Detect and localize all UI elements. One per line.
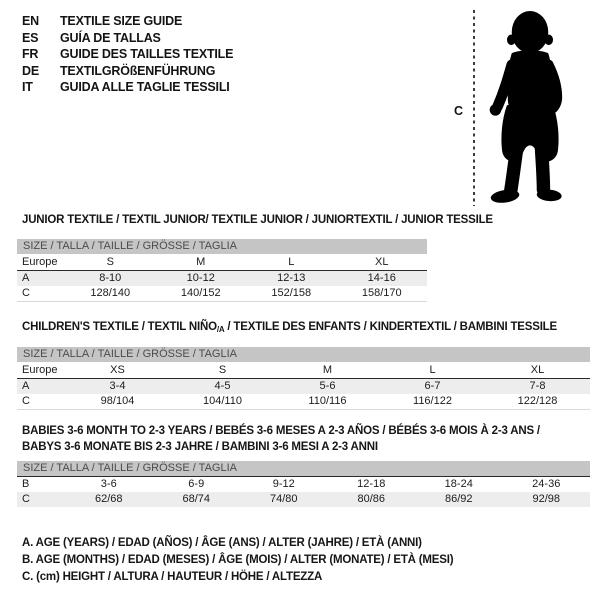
babies-size-table (17, 461, 590, 507)
value-cell: 5-6 (319, 380, 336, 392)
language-row-de (22, 63, 233, 80)
size-cell: L (429, 364, 436, 376)
value-cell: 12-18 (357, 478, 386, 490)
measure-legend (22, 535, 453, 587)
value-cell: 12-13 (277, 272, 306, 284)
size-cell: XL (375, 256, 389, 268)
size-cell: XL (530, 364, 545, 376)
value-cell: 24-36 (532, 478, 561, 490)
value-cell: 140/152 (180, 287, 221, 299)
language-row-it (22, 79, 233, 96)
row-label: Europe (22, 364, 58, 376)
value-cell: 86/92 (444, 493, 473, 505)
value-cell: 104/110 (203, 395, 242, 407)
value-cell: 68/74 (182, 493, 211, 505)
value-cell: 152/158 (271, 287, 312, 299)
table-row-c (17, 286, 427, 301)
size-bar: SIZE / TALLA / TAILLE / GRÖSSE / TAGLIA (17, 239, 427, 254)
babies-title-line2: BABYS 3-6 MONATE BIS 2-3 JAHRE / BAMBINI 3-6 MESI A 2-3 ANNI (22, 441, 378, 453)
language-label: GUÍA DE TALLAS (60, 30, 161, 45)
value-cell: 7-8 (529, 380, 546, 392)
size-bar: SIZE / TALLA / TAILLE / GRÖSSE / TAGLIA (17, 461, 590, 477)
row-label: C (22, 287, 30, 299)
table-bottom-rule (17, 301, 427, 302)
table-row-a (17, 271, 427, 286)
value-cell: 4-5 (214, 380, 231, 392)
value-cell: 3-6 (100, 478, 117, 490)
value-cell: 6-7 (424, 380, 441, 392)
language-code: FR (22, 47, 39, 61)
language-row-en (22, 13, 233, 30)
value-cell: 3-4 (109, 380, 126, 392)
language-code: DE (22, 63, 39, 78)
children-title-pre: CHILDREN'S TEXTILE / TEXTIL NIÑO (22, 321, 217, 333)
value-cell: 6-9 (188, 478, 205, 490)
table-row-a (17, 379, 590, 394)
value-cell: 62/68 (94, 493, 123, 505)
row-label: A (22, 272, 30, 284)
value-cell: 9-12 (272, 478, 295, 490)
row-label: Europe (22, 256, 58, 268)
value-cell: 116/122 (413, 395, 452, 407)
row-label: A (22, 380, 30, 392)
value-cell: 80/86 (357, 493, 386, 505)
children-section-title (22, 319, 557, 338)
height-measure-label: C (454, 104, 464, 118)
standing-baby-silhouette-icon (482, 5, 578, 209)
language-row-fr (22, 46, 233, 63)
value-cell: 128/140 (90, 287, 131, 299)
language-title-list (22, 13, 233, 96)
table-row-europe (17, 362, 590, 379)
value-cell: 92/98 (532, 493, 561, 505)
row-label: B (22, 478, 30, 490)
language-label: TEXTILE SIZE GUIDE (60, 14, 183, 28)
language-label: GUIDE DES TAILLES TEXTILE (60, 47, 234, 61)
row-label: C (22, 395, 30, 407)
size-cell: S (106, 256, 114, 268)
size-cell: M (196, 256, 206, 268)
legend-line-b: B. AGE (MONTHS) / EDAD (MESES) / ÂGE (MOIS) / ALTER (MONATE) / ETÀ (MESI) (22, 554, 454, 567)
language-code: EN (22, 14, 39, 28)
value-cell: 10-12 (186, 272, 215, 284)
value-cell: 98/104 (100, 395, 135, 407)
children-title-sub: /A (216, 325, 225, 334)
language-code: ES (22, 30, 39, 45)
size-cell: S (218, 364, 227, 376)
legend-line-c: C. (cm) HEIGHT / ALTURA / HAUTEUR / HÖHE / ALTEZZA (22, 571, 323, 584)
babies-title-line1: BABIES 3-6 MONTH TO 2-3 YEARS / BEBÉS 3-6 MESES A 2-3 AÑOS / BÉBÉS 3-6 MOIS À 2-3 ANS / (22, 425, 540, 437)
size-cell: XS (110, 364, 125, 376)
row-label: C (22, 493, 30, 505)
language-label: TEXTILGRÖßENFÜHRUNG (60, 63, 216, 78)
size-cell: M (322, 364, 333, 376)
table-row-c (17, 394, 590, 409)
value-cell: 18-24 (444, 478, 473, 490)
value-cell: 14-16 (367, 272, 396, 284)
value-cell: 110/116 (308, 395, 347, 407)
table-row-europe (17, 254, 427, 271)
size-bar: SIZE / TALLA / TAILLE / GRÖSSE / TAGLIA (17, 347, 590, 362)
junior-size-table (17, 239, 427, 302)
babies-section-title (22, 423, 540, 455)
value-cell: 158/170 (361, 287, 402, 299)
children-title-post: / TEXTILE DES ENFANTS / KINDERTEXTIL / BAMBINI TESSILE (224, 321, 557, 333)
table-bottom-rule (17, 409, 590, 410)
table-row-c (17, 492, 590, 507)
value-cell: 8-10 (99, 272, 122, 284)
size-cell: L (288, 256, 295, 268)
junior-section-title: JUNIOR TEXTILE / TEXTIL JUNIOR/ TEXTILE JUNIOR / JUNIORTEXTIL / JUNIOR TESSILE (22, 214, 493, 226)
legend-line-a: A. AGE (YEARS) / EDAD (AÑOS) / ÂGE (ANS) / ALTER (JAHRE) / ETÀ (ANNI) (22, 537, 422, 549)
table-row-b (17, 477, 590, 492)
value-cell: 74/80 (269, 493, 298, 505)
height-measure-dashed-line (473, 10, 475, 206)
value-cell: 122/128 (517, 395, 558, 407)
language-label: GUIDA ALLE TAGLIE TESSILI (60, 80, 230, 94)
language-code: IT (22, 80, 33, 94)
children-size-table (17, 347, 590, 410)
language-row-es (22, 30, 233, 47)
